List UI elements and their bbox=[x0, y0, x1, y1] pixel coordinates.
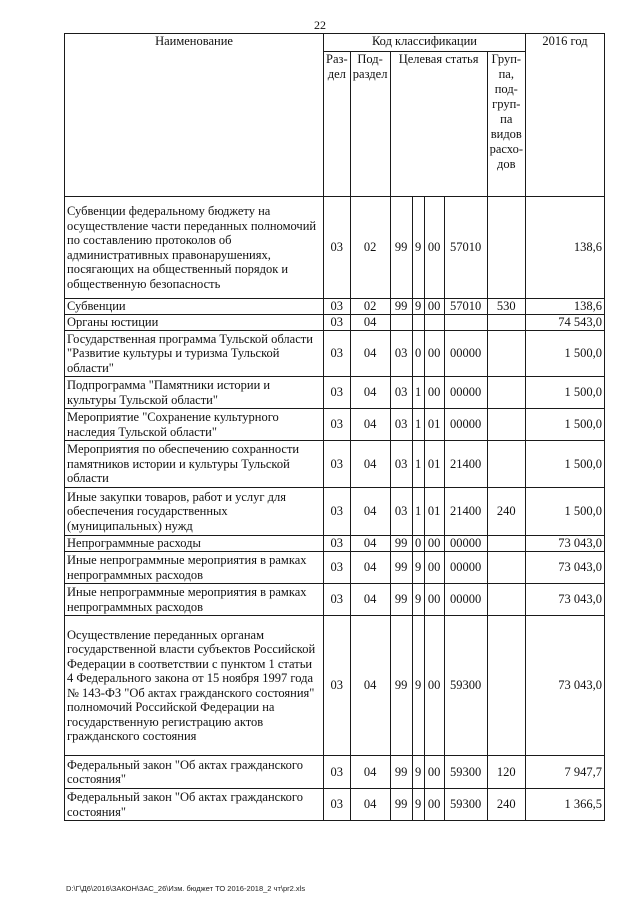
cell-target-direction: 00000 bbox=[444, 584, 487, 616]
cell-amount-2016: 138,6 bbox=[525, 299, 604, 315]
cell-target-subprogram: 9 bbox=[412, 299, 424, 315]
cell-target-subprogram: 1 bbox=[412, 377, 424, 409]
cell-amount-2016: 1 500,0 bbox=[525, 331, 604, 377]
cell-target-program: 99 bbox=[390, 584, 412, 616]
row-name: Иные закупки товаров, работ и услуг для обеспечения государственных (муниципальных) нужд bbox=[65, 488, 324, 536]
cell-amount-2016: 138,6 bbox=[525, 197, 604, 299]
table-row bbox=[65, 536, 605, 552]
cell-section: 03 bbox=[324, 331, 351, 377]
cell-target-event: 00 bbox=[424, 584, 444, 616]
cell-target-direction: 59300 bbox=[444, 756, 487, 789]
cell-section: 03 bbox=[324, 409, 351, 441]
cell-target-direction: 00000 bbox=[444, 536, 487, 552]
row-name: Подпрограмма "Памятники истории и культуры Тульской области" bbox=[65, 377, 324, 409]
cell-target-event: 01 bbox=[424, 441, 444, 488]
cell-target-subprogram: 1 bbox=[412, 441, 424, 488]
cell-expense-group bbox=[487, 616, 525, 756]
cell-subsection: 04 bbox=[350, 789, 390, 821]
row-name: Органы юстиции bbox=[65, 315, 324, 331]
header-subsection: Под-раздел bbox=[350, 52, 390, 197]
header-classification-code: Код классификации bbox=[324, 34, 526, 52]
row-name: Мероприятие "Сохранение культурного наследия Тульской области" bbox=[65, 409, 324, 441]
cell-target-program: 99 bbox=[390, 552, 412, 584]
cell-target-program: 03 bbox=[390, 409, 412, 441]
cell-section: 03 bbox=[324, 197, 351, 299]
cell-subsection: 04 bbox=[350, 377, 390, 409]
cell-target-event: 00 bbox=[424, 536, 444, 552]
cell-target-program: 03 bbox=[390, 441, 412, 488]
cell-amount-2016: 73 043,0 bbox=[525, 536, 604, 552]
cell-amount-2016: 1 500,0 bbox=[525, 409, 604, 441]
cell-target-direction: 00000 bbox=[444, 377, 487, 409]
cell-target-subprogram bbox=[412, 315, 424, 331]
cell-target-program: 99 bbox=[390, 616, 412, 756]
cell-target-program: 03 bbox=[390, 331, 412, 377]
cell-section: 03 bbox=[324, 488, 351, 536]
cell-target-program bbox=[390, 315, 412, 331]
cell-expense-group bbox=[487, 197, 525, 299]
cell-section: 03 bbox=[324, 789, 351, 821]
row-name: Федеральный закон "Об актах гражданского состояния" bbox=[65, 756, 324, 789]
cell-target-event: 00 bbox=[424, 377, 444, 409]
cell-target-subprogram: 0 bbox=[412, 536, 424, 552]
cell-target-program: 03 bbox=[390, 377, 412, 409]
cell-amount-2016: 74 543,0 bbox=[525, 315, 604, 331]
cell-target-program: 99 bbox=[390, 197, 412, 299]
cell-target-program: 99 bbox=[390, 756, 412, 789]
cell-target-direction bbox=[444, 315, 487, 331]
cell-target-direction: 59300 bbox=[444, 789, 487, 821]
cell-target-subprogram: 9 bbox=[412, 584, 424, 616]
cell-expense-group bbox=[487, 552, 525, 584]
cell-section: 03 bbox=[324, 552, 351, 584]
cell-target-event: 00 bbox=[424, 197, 444, 299]
cell-amount-2016: 1 366,5 bbox=[525, 789, 604, 821]
cell-amount-2016: 1 500,0 bbox=[525, 441, 604, 488]
cell-section: 03 bbox=[324, 315, 351, 331]
cell-target-subprogram: 9 bbox=[412, 552, 424, 584]
cell-target-event: 01 bbox=[424, 488, 444, 536]
cell-section: 03 bbox=[324, 441, 351, 488]
cell-section: 03 bbox=[324, 299, 351, 315]
table-row bbox=[65, 441, 605, 488]
cell-target-event: 00 bbox=[424, 299, 444, 315]
cell-amount-2016: 73 043,0 bbox=[525, 552, 604, 584]
cell-subsection: 02 bbox=[350, 299, 390, 315]
cell-expense-group bbox=[487, 331, 525, 377]
cell-expense-group bbox=[487, 315, 525, 331]
cell-subsection: 04 bbox=[350, 488, 390, 536]
cell-subsection: 04 bbox=[350, 756, 390, 789]
cell-target-direction: 57010 bbox=[444, 299, 487, 315]
row-name: Непрограммные расходы bbox=[65, 536, 324, 552]
cell-target-direction: 21400 bbox=[444, 441, 487, 488]
row-name: Государственная программа Тульской области "Развитие культуры и туризма Тульской области" bbox=[65, 331, 324, 377]
cell-target-direction: 59300 bbox=[444, 616, 487, 756]
table-row bbox=[65, 789, 605, 821]
table-row bbox=[65, 331, 605, 377]
cell-amount-2016: 73 043,0 bbox=[525, 584, 604, 616]
cell-expense-group: 120 bbox=[487, 756, 525, 789]
cell-amount-2016: 1 500,0 bbox=[525, 377, 604, 409]
cell-target-program: 99 bbox=[390, 789, 412, 821]
cell-subsection: 04 bbox=[350, 441, 390, 488]
cell-amount-2016: 73 043,0 bbox=[525, 616, 604, 756]
table-row bbox=[65, 488, 605, 536]
cell-amount-2016: 1 500,0 bbox=[525, 488, 604, 536]
table-row bbox=[65, 584, 605, 616]
table-row bbox=[65, 315, 605, 331]
cell-expense-group bbox=[487, 536, 525, 552]
cell-target-subprogram: 9 bbox=[412, 789, 424, 821]
table-row bbox=[65, 756, 605, 789]
table-body bbox=[65, 197, 605, 821]
cell-target-event: 00 bbox=[424, 616, 444, 756]
cell-target-event bbox=[424, 315, 444, 331]
cell-target-direction: 57010 bbox=[444, 197, 487, 299]
cell-section: 03 bbox=[324, 616, 351, 756]
row-name: Осуществление переданных органам государственной власти субъектов Российской Федерации в соответствии с пунктом 1 статьи 4 Федерального закона от 15 ноября 1997 года № 143-ФЗ "Об актах гражданского состояния" полномочий Российской Федерации на государственную регистрацию актов гражданского состояния bbox=[65, 616, 324, 756]
cell-expense-group: 240 bbox=[487, 789, 525, 821]
cell-target-subprogram: 1 bbox=[412, 488, 424, 536]
cell-target-event: 00 bbox=[424, 331, 444, 377]
table-row bbox=[65, 616, 605, 756]
cell-expense-group bbox=[487, 377, 525, 409]
cell-target-program: 03 bbox=[390, 488, 412, 536]
table-row bbox=[65, 409, 605, 441]
cell-target-subprogram: 9 bbox=[412, 756, 424, 789]
row-name: Иные непрограммные мероприятия в рамках непрограммных расходов bbox=[65, 552, 324, 584]
row-name: Субвенции федеральному бюджету на осуществление части переданных полномочий по составлению протоколов об административных правонарушениях, посягающих на общественный порядок и общественную безопасность bbox=[65, 197, 324, 299]
row-name: Мероприятия по обеспечению сохранности памятников истории и культуры Тульской области bbox=[65, 441, 324, 488]
cell-target-program: 99 bbox=[390, 299, 412, 315]
header-expense-group: Груп-па, под-груп-па видов расхо-дов bbox=[487, 52, 525, 197]
row-name: Иные непрограммные мероприятия в рамках непрограммных расходов bbox=[65, 584, 324, 616]
row-name: Федеральный закон "Об актах гражданского состояния" bbox=[65, 789, 324, 821]
cell-target-event: 00 bbox=[424, 756, 444, 789]
cell-expense-group bbox=[487, 441, 525, 488]
cell-section: 03 bbox=[324, 377, 351, 409]
cell-subsection: 04 bbox=[350, 315, 390, 331]
cell-target-subprogram: 0 bbox=[412, 331, 424, 377]
cell-target-event: 00 bbox=[424, 789, 444, 821]
cell-subsection: 04 bbox=[350, 584, 390, 616]
cell-subsection: 04 bbox=[350, 536, 390, 552]
page-number: 22 bbox=[314, 18, 326, 32]
cell-expense-group: 530 bbox=[487, 299, 525, 315]
cell-expense-group bbox=[487, 584, 525, 616]
header-target-item: Целевая статья bbox=[390, 52, 487, 197]
cell-target-event: 01 bbox=[424, 409, 444, 441]
cell-subsection: 02 bbox=[350, 197, 390, 299]
table-row bbox=[65, 197, 605, 299]
cell-target-direction: 00000 bbox=[444, 409, 487, 441]
cell-subsection: 04 bbox=[350, 409, 390, 441]
cell-target-direction: 00000 bbox=[444, 552, 487, 584]
cell-subsection: 04 bbox=[350, 331, 390, 377]
cell-section: 03 bbox=[324, 756, 351, 789]
cell-subsection: 04 bbox=[350, 616, 390, 756]
cell-target-direction: 00000 bbox=[444, 331, 487, 377]
header-name: Наименование bbox=[65, 34, 324, 197]
table-row bbox=[65, 377, 605, 409]
cell-target-subprogram: 1 bbox=[412, 409, 424, 441]
cell-subsection: 04 bbox=[350, 552, 390, 584]
row-name: Субвенции bbox=[65, 299, 324, 315]
cell-target-program: 99 bbox=[390, 536, 412, 552]
cell-target-direction: 21400 bbox=[444, 488, 487, 536]
header-year: 2016 год bbox=[525, 34, 604, 197]
cell-expense-group: 240 bbox=[487, 488, 525, 536]
budget-table bbox=[64, 33, 605, 821]
file-path-footer: D:\Г\Д6\2016\ЗАКОН\ЗАС_26\Изм. бюджет ТО 2016-2018_2 чт\pr2.xls bbox=[66, 884, 306, 893]
cell-section: 03 bbox=[324, 536, 351, 552]
cell-target-subprogram: 9 bbox=[412, 616, 424, 756]
cell-target-subprogram: 9 bbox=[412, 197, 424, 299]
table-row bbox=[65, 299, 605, 315]
cell-target-event: 00 bbox=[424, 552, 444, 584]
header-section: Раз-дел bbox=[324, 52, 351, 197]
table-row bbox=[65, 552, 605, 584]
cell-amount-2016: 7 947,7 bbox=[525, 756, 604, 789]
cell-expense-group bbox=[487, 409, 525, 441]
cell-section: 03 bbox=[324, 584, 351, 616]
